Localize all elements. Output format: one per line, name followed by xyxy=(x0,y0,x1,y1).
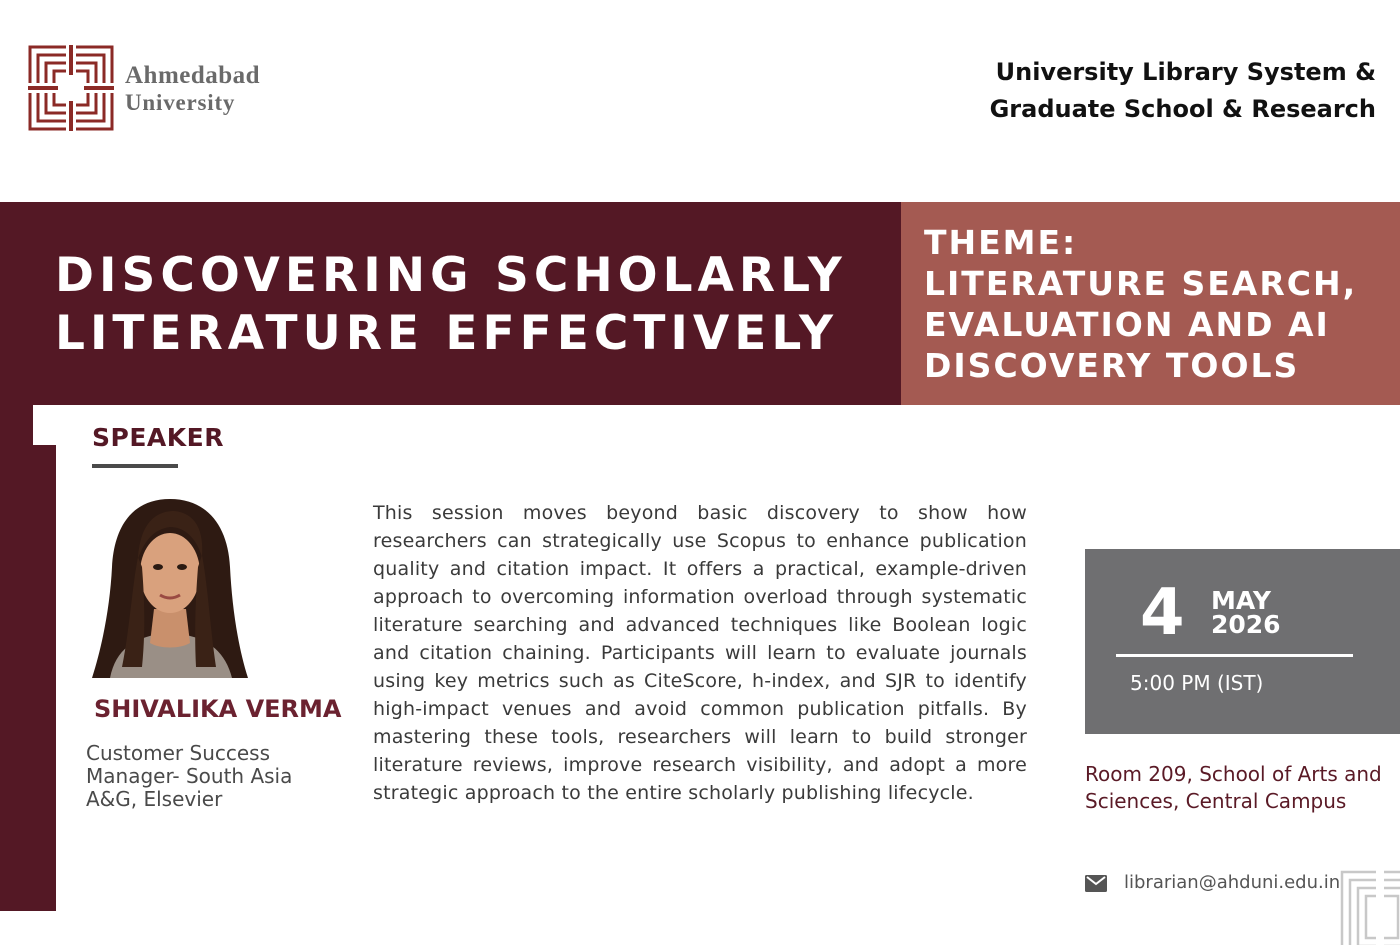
event-month-year xyxy=(1211,586,1281,639)
venue-line1: Room 209, School of Arts and xyxy=(1085,762,1382,786)
organizer-line2: Graduate School & Research xyxy=(989,95,1376,123)
speaker-role-line1: Customer Success xyxy=(86,741,271,765)
event-day: 4 xyxy=(1140,576,1185,650)
theme-line1: THEME: xyxy=(924,223,1078,262)
venue-line2: Sciences, Central Campus xyxy=(1085,789,1347,813)
session-description: This session moves beyond basic discovery to show how researchers can strategically use Scopus to enhance publication quality and citation impact. It offers a practical, example-driven approach to overcoming information overload through systematic literature searching and advanced techniques like Boolean logic and citation chaining. Participants will learn to evaluate journals using key metrics such as CiteScore, h-index, and SJR to identify high-impact venues and avoid common publication pitfalls. By mastering these tools, researchers will learn to build stronger literature reviews, improve research visibility, and adopt a more strategic approach to the entire scholarly publishing lifecycle. xyxy=(373,502,1027,804)
mail-icon xyxy=(1085,875,1107,892)
event-title-line2: LITERATURE EFFECTIVELY xyxy=(55,306,839,361)
university-name xyxy=(125,62,260,116)
university-logo xyxy=(28,45,114,131)
organizer xyxy=(990,54,1376,128)
theme-text xyxy=(924,222,1357,386)
contact-email[interactable]: librarian@ahduni.edu.in xyxy=(1124,872,1341,893)
speaker-name: SHIVALIKA VERMA xyxy=(94,695,342,723)
university-name-line1: Ahmedabad xyxy=(125,62,261,89)
speaker-heading: SPEAKER xyxy=(92,423,224,452)
speaker-heading-underline xyxy=(92,464,178,468)
event-month: MAY xyxy=(1211,586,1271,615)
side-accent-notch xyxy=(33,405,56,445)
theme-line2: LITERATURE SEARCH, xyxy=(924,264,1358,303)
event-year: 2026 xyxy=(1211,610,1281,639)
event-title-line1: DISCOVERING SCHOLARLY xyxy=(55,248,847,303)
event-time: 5:00 PM (IST) xyxy=(1130,671,1264,695)
university-name-line2: University xyxy=(125,90,236,115)
speaker-role-line2: Manager- South Asia xyxy=(86,764,293,788)
date-divider xyxy=(1116,654,1353,657)
theme-line3: EVALUATION AND AI xyxy=(924,305,1330,344)
theme-line4: DISCOVERY TOOLS xyxy=(924,346,1300,385)
speaker-photo xyxy=(92,497,248,678)
event-title xyxy=(55,247,847,363)
side-accent-bar xyxy=(0,405,56,911)
speaker-role-line3: A&G, Elsevier xyxy=(86,787,223,811)
event-venue xyxy=(1085,761,1382,815)
decorative-logo-pattern xyxy=(1338,868,1400,945)
speaker-role xyxy=(86,742,292,811)
organizer-line1: University Library System & xyxy=(995,58,1376,86)
date-card xyxy=(1085,549,1400,734)
